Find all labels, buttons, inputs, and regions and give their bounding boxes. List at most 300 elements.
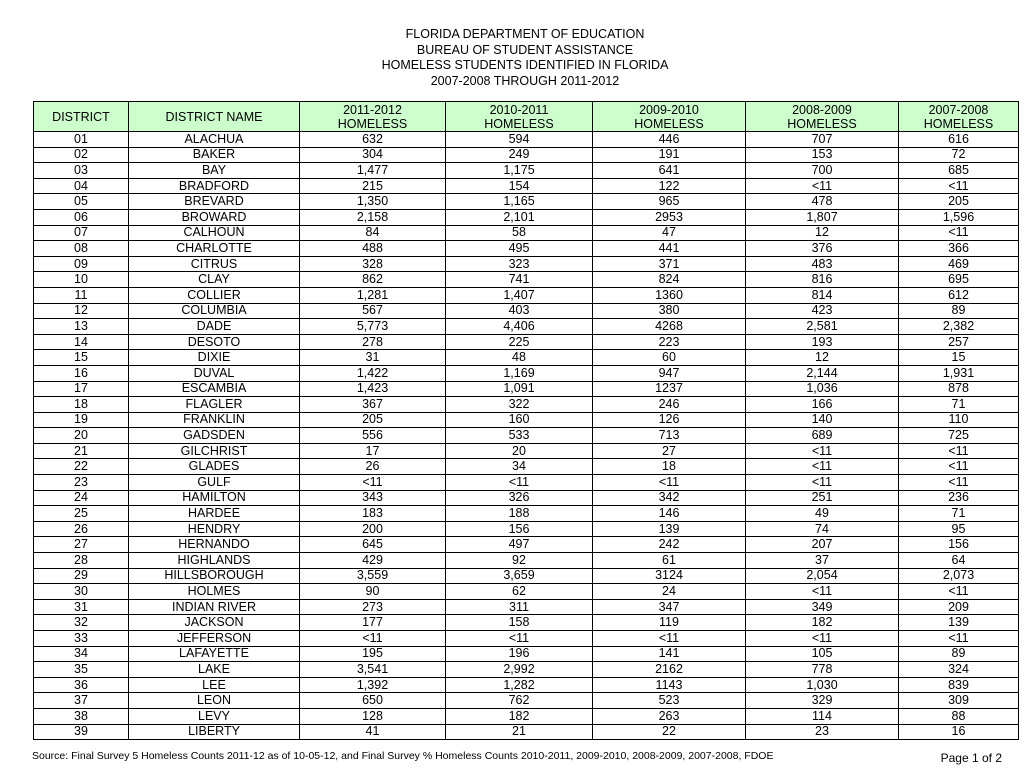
table-cell: 13 — [34, 319, 129, 335]
table-cell: GADSDEN — [129, 428, 300, 444]
table-cell: 34 — [446, 459, 593, 475]
table-cell: 122 — [593, 178, 746, 194]
table-cell: 2,054 — [746, 568, 899, 584]
table-row — [34, 693, 1019, 709]
table-cell: 05 — [34, 194, 129, 210]
table-cell: 478 — [746, 194, 899, 210]
table-cell: 322 — [446, 397, 593, 413]
table-cell: 92 — [446, 553, 593, 569]
table-row — [34, 225, 1019, 241]
table-cell: 236 — [899, 490, 1019, 506]
table-cell: 878 — [899, 381, 1019, 397]
table-cell: 177 — [300, 615, 446, 631]
column-header-line: 2007-2008 — [928, 102, 989, 117]
table-cell: 22 — [34, 459, 129, 475]
table-cell: 349 — [746, 599, 899, 615]
table-cell: 16 — [899, 724, 1019, 740]
table-cell: 209 — [899, 599, 1019, 615]
table-cell: 2,144 — [746, 365, 899, 381]
table-cell: 1360 — [593, 287, 746, 303]
column-header-line: DISTRICT — [52, 109, 110, 124]
table-cell: 2,101 — [446, 209, 593, 225]
table-cell: 25 — [34, 506, 129, 522]
table-row — [34, 194, 1019, 210]
table-cell: JACKSON — [129, 615, 300, 631]
table-cell: 36 — [34, 677, 129, 693]
table-cell: <11 — [899, 225, 1019, 241]
table-cell: 158 — [446, 615, 593, 631]
table-cell: 1,596 — [899, 209, 1019, 225]
table-cell: 205 — [300, 412, 446, 428]
column-header-line: DISTRICT NAME — [165, 109, 263, 124]
table-cell: 725 — [899, 428, 1019, 444]
table-cell: 371 — [593, 256, 746, 272]
table-cell: 15 — [34, 350, 129, 366]
table-cell: DUVAL — [129, 365, 300, 381]
table-cell: 18 — [34, 397, 129, 413]
table-cell: 20 — [34, 428, 129, 444]
table-cell: 31 — [34, 599, 129, 615]
column-header-line: HOMELESS — [787, 116, 857, 131]
table-cell: 182 — [746, 615, 899, 631]
table-cell: 429 — [300, 553, 446, 569]
table-cell: HARDEE — [129, 506, 300, 522]
table-cell: 4268 — [593, 319, 746, 335]
table-cell: CITRUS — [129, 256, 300, 272]
table-cell: 49 — [746, 506, 899, 522]
table-cell: 34 — [34, 646, 129, 662]
table-cell: 3,559 — [300, 568, 446, 584]
page-title — [0, 27, 1024, 89]
table-cell: 251 — [746, 490, 899, 506]
table-row — [34, 319, 1019, 335]
table-row — [34, 132, 1019, 148]
table-cell: 367 — [300, 397, 446, 413]
table-row — [34, 147, 1019, 163]
table-cell: 326 — [446, 490, 593, 506]
table-cell: DADE — [129, 319, 300, 335]
table-cell: LEON — [129, 693, 300, 709]
table-cell: 126 — [593, 412, 746, 428]
table-cell: 713 — [593, 428, 746, 444]
table-cell: 195 — [300, 646, 446, 662]
table-header — [34, 102, 1019, 132]
table-cell: 27 — [34, 537, 129, 553]
table-cell: 689 — [746, 428, 899, 444]
table-cell: 324 — [899, 662, 1019, 678]
column-header-line: 2008-2009 — [792, 102, 852, 117]
table-cell: 35 — [34, 662, 129, 678]
table-cell: 323 — [446, 256, 593, 272]
table-cell: 191 — [593, 147, 746, 163]
table-cell: <11 — [446, 475, 593, 491]
table-cell: FLAGLER — [129, 397, 300, 413]
column-header-line: 2009-2010 — [639, 102, 699, 117]
table-cell: 28 — [34, 553, 129, 569]
column-header-line: 2010-2011 — [489, 102, 549, 117]
table-cell: 156 — [899, 537, 1019, 553]
table-cell: 207 — [746, 537, 899, 553]
table-row — [34, 584, 1019, 600]
table-cell: 10 — [34, 272, 129, 288]
table-row — [34, 334, 1019, 350]
table-row — [34, 241, 1019, 257]
table-cell: ALACHUA — [129, 132, 300, 148]
table-cell: 71 — [899, 397, 1019, 413]
table-cell: 146 — [593, 506, 746, 522]
table-cell: 488 — [300, 241, 446, 257]
table-cell: 38 — [34, 708, 129, 724]
table-cell: JEFFERSON — [129, 631, 300, 647]
table-cell: 17 — [300, 443, 446, 459]
table-cell: 824 — [593, 272, 746, 288]
title-line: HOMELESS STUDENTS IDENTIFIED IN FLORIDA — [381, 58, 669, 72]
table-cell: 1,175 — [446, 163, 593, 179]
table-cell: <11 — [746, 475, 899, 491]
table-cell: 2,073 — [899, 568, 1019, 584]
table-cell: 556 — [300, 428, 446, 444]
table-cell: GULF — [129, 475, 300, 491]
table-cell: 242 — [593, 537, 746, 553]
table-cell: 1,807 — [746, 209, 899, 225]
table-cell: 2,992 — [446, 662, 593, 678]
table-cell: HERNANDO — [129, 537, 300, 553]
table-cell: 15 — [899, 350, 1019, 366]
table-cell: <11 — [746, 443, 899, 459]
table-cell: <11 — [899, 475, 1019, 491]
table-cell: 200 — [300, 521, 446, 537]
table-cell: 17 — [34, 381, 129, 397]
table-cell: 11 — [34, 287, 129, 303]
table-cell: 3,541 — [300, 662, 446, 678]
table-cell: 60 — [593, 350, 746, 366]
table-cell: 37 — [34, 693, 129, 709]
table-cell: 41 — [300, 724, 446, 740]
table-cell: 47 — [593, 225, 746, 241]
table-cell: 21 — [34, 443, 129, 459]
table-cell: 533 — [446, 428, 593, 444]
table-cell: 304 — [300, 147, 446, 163]
table-cell: 947 — [593, 365, 746, 381]
table-cell: LEE — [129, 677, 300, 693]
table-row — [34, 365, 1019, 381]
table-cell: 62 — [446, 584, 593, 600]
table-cell: 183 — [300, 506, 446, 522]
table-cell: 128 — [300, 708, 446, 724]
table-cell: 329 — [746, 693, 899, 709]
table-cell: GLADES — [129, 459, 300, 475]
table-cell: 762 — [446, 693, 593, 709]
table-cell: 612 — [899, 287, 1019, 303]
table-cell: 2,382 — [899, 319, 1019, 335]
table-cell: 707 — [746, 132, 899, 148]
table-cell: 182 — [446, 708, 593, 724]
table-cell: 196 — [446, 646, 593, 662]
table-row — [34, 724, 1019, 740]
table-cell: 403 — [446, 303, 593, 319]
table-cell: 09 — [34, 256, 129, 272]
table-cell: 366 — [899, 241, 1019, 257]
table-cell: 12 — [746, 225, 899, 241]
table-body — [34, 132, 1019, 740]
table-cell: 1237 — [593, 381, 746, 397]
table-cell: <11 — [899, 631, 1019, 647]
table-cell: 89 — [899, 646, 1019, 662]
table-cell: 89 — [899, 303, 1019, 319]
table-cell: CALHOUN — [129, 225, 300, 241]
table-cell: 31 — [300, 350, 446, 366]
column-header-line: HOMELESS — [634, 116, 704, 131]
table-cell: 1143 — [593, 677, 746, 693]
table-cell: 594 — [446, 132, 593, 148]
column-header — [34, 102, 129, 132]
table-cell: 139 — [593, 521, 746, 537]
table-row — [34, 662, 1019, 678]
table-cell: 278 — [300, 334, 446, 350]
title-line: FLORIDA DEPARTMENT OF EDUCATION — [405, 27, 645, 41]
table-cell: 08 — [34, 241, 129, 257]
table-cell: 778 — [746, 662, 899, 678]
table-cell: HIGHLANDS — [129, 553, 300, 569]
table-cell: 641 — [593, 163, 746, 179]
table-cell: 1,282 — [446, 677, 593, 693]
table-cell: <11 — [746, 459, 899, 475]
table-cell: CHARLOTTE — [129, 241, 300, 257]
table-row — [34, 272, 1019, 288]
table-row — [34, 568, 1019, 584]
table-cell: 26 — [34, 521, 129, 537]
table-cell: 343 — [300, 490, 446, 506]
table-cell: 141 — [593, 646, 746, 662]
table-cell: 188 — [446, 506, 593, 522]
table-cell: 839 — [899, 677, 1019, 693]
header-row — [34, 102, 1019, 132]
table-cell: 814 — [746, 287, 899, 303]
table-row — [34, 615, 1019, 631]
table-cell: 2162 — [593, 662, 746, 678]
table-cell: BAKER — [129, 147, 300, 163]
table-cell: 616 — [899, 132, 1019, 148]
table-cell: 328 — [300, 256, 446, 272]
table-cell: <11 — [746, 631, 899, 647]
table-cell: 246 — [593, 397, 746, 413]
table-cell: 114 — [746, 708, 899, 724]
table-cell: 140 — [746, 412, 899, 428]
table-cell: <11 — [300, 475, 446, 491]
table-row — [34, 537, 1019, 553]
table-cell: <11 — [593, 475, 746, 491]
table-cell: 23 — [746, 724, 899, 740]
table-cell: 3,659 — [446, 568, 593, 584]
table-row — [34, 708, 1019, 724]
table-cell: 30 — [34, 584, 129, 600]
table-cell: 1,392 — [300, 677, 446, 693]
table-row — [34, 553, 1019, 569]
table-cell: HOLMES — [129, 584, 300, 600]
table-cell: 88 — [899, 708, 1019, 724]
table-cell: <11 — [899, 443, 1019, 459]
table-cell: 645 — [300, 537, 446, 553]
column-header — [300, 102, 446, 132]
table-cell: 1,422 — [300, 365, 446, 381]
table-cell: GILCHRIST — [129, 443, 300, 459]
table-cell: 1,030 — [746, 677, 899, 693]
column-header — [593, 102, 746, 132]
table-row — [34, 631, 1019, 647]
table-cell: 39 — [34, 724, 129, 740]
table-cell: 700 — [746, 163, 899, 179]
page-number: Page 1 of 2 — [940, 751, 1002, 765]
table-cell: 2953 — [593, 209, 746, 225]
table-cell: 166 — [746, 397, 899, 413]
table-cell: 1,281 — [300, 287, 446, 303]
table-cell: 61 — [593, 553, 746, 569]
column-header-line: HOMELESS — [484, 116, 554, 131]
table-row — [34, 381, 1019, 397]
table-row — [34, 443, 1019, 459]
table-cell: 225 — [446, 334, 593, 350]
table-cell: 32 — [34, 615, 129, 631]
table-row — [34, 303, 1019, 319]
table-cell: <11 — [300, 631, 446, 647]
table-cell: COLUMBIA — [129, 303, 300, 319]
table-cell: 2,158 — [300, 209, 446, 225]
table-cell: 95 — [899, 521, 1019, 537]
table-row — [34, 256, 1019, 272]
table-cell: 1,091 — [446, 381, 593, 397]
table-cell: 5,773 — [300, 319, 446, 335]
table-cell: HENDRY — [129, 521, 300, 537]
table-cell: 263 — [593, 708, 746, 724]
table-cell: 309 — [899, 693, 1019, 709]
table-cell: 04 — [34, 178, 129, 194]
table-cell: LAKE — [129, 662, 300, 678]
table-cell: 741 — [446, 272, 593, 288]
table-cell: 2,581 — [746, 319, 899, 335]
table-cell: 1,931 — [899, 365, 1019, 381]
table-cell: <11 — [446, 631, 593, 647]
table-row — [34, 209, 1019, 225]
table-cell: 12 — [746, 350, 899, 366]
table-cell: 20 — [446, 443, 593, 459]
table-row — [34, 677, 1019, 693]
table-row — [34, 521, 1019, 537]
table-cell: 119 — [593, 615, 746, 631]
title-line: 2007-2008 THROUGH 2011-2012 — [430, 73, 620, 88]
table-row — [34, 350, 1019, 366]
table-cell: <11 — [593, 631, 746, 647]
table-row — [34, 475, 1019, 491]
table-cell: 160 — [446, 412, 593, 428]
table-cell: 205 — [899, 194, 1019, 210]
table-cell: 74 — [746, 521, 899, 537]
table-cell: 497 — [446, 537, 593, 553]
table-cell: BAY — [129, 163, 300, 179]
column-header-line: 2011-2012 — [343, 102, 402, 117]
table-cell: 1,477 — [300, 163, 446, 179]
table-cell: 71 — [899, 506, 1019, 522]
table-cell: 380 — [593, 303, 746, 319]
table-cell: HILLSBOROUGH — [129, 568, 300, 584]
table-cell: 58 — [446, 225, 593, 241]
table-cell: 21 — [446, 724, 593, 740]
table-row — [34, 646, 1019, 662]
table-cell: 22 — [593, 724, 746, 740]
table-cell: <11 — [899, 178, 1019, 194]
table-cell: 1,350 — [300, 194, 446, 210]
table-cell: 154 — [446, 178, 593, 194]
table-cell: DIXIE — [129, 350, 300, 366]
column-header — [446, 102, 593, 132]
table-cell: HAMILTON — [129, 490, 300, 506]
table-cell: 347 — [593, 599, 746, 615]
column-header-line: HOMELESS — [337, 116, 408, 131]
table-cell: 90 — [300, 584, 446, 600]
table-cell: 249 — [446, 147, 593, 163]
table-cell: 862 — [300, 272, 446, 288]
column-header-line: HOMELESS — [923, 116, 994, 131]
table-cell: 567 — [300, 303, 446, 319]
table-cell: 469 — [899, 256, 1019, 272]
table-cell: 441 — [593, 241, 746, 257]
table-cell: 223 — [593, 334, 746, 350]
table-cell: 01 — [34, 132, 129, 148]
table-cell: 105 — [746, 646, 899, 662]
title-line: BUREAU OF STUDENT ASSISTANCE — [416, 42, 634, 57]
table-cell: DESOTO — [129, 334, 300, 350]
table-cell: 1,036 — [746, 381, 899, 397]
table-cell: 342 — [593, 490, 746, 506]
column-header — [746, 102, 899, 132]
table-cell: 18 — [593, 459, 746, 475]
table-cell: 33 — [34, 631, 129, 647]
table-cell: 03 — [34, 163, 129, 179]
table-row — [34, 178, 1019, 194]
table-cell: 523 — [593, 693, 746, 709]
table-row — [34, 428, 1019, 444]
table-cell: 27 — [593, 443, 746, 459]
table-cell: 110 — [899, 412, 1019, 428]
table-cell: 153 — [746, 147, 899, 163]
table-cell: 1,169 — [446, 365, 593, 381]
table-cell: 446 — [593, 132, 746, 148]
table-cell: 816 — [746, 272, 899, 288]
table-cell: 311 — [446, 599, 593, 615]
table-cell: 48 — [446, 350, 593, 366]
table-row — [34, 412, 1019, 428]
table-cell: LAFAYETTE — [129, 646, 300, 662]
table-cell: FRANKLIN — [129, 412, 300, 428]
table-cell: BRADFORD — [129, 178, 300, 194]
table-cell: BROWARD — [129, 209, 300, 225]
table-cell: 29 — [34, 568, 129, 584]
table-cell: 19 — [34, 412, 129, 428]
table-cell: ESCAMBIA — [129, 381, 300, 397]
table-cell: 965 — [593, 194, 746, 210]
table-row — [34, 599, 1019, 615]
table-cell: INDIAN RIVER — [129, 599, 300, 615]
table-cell: 1,423 — [300, 381, 446, 397]
table-row — [34, 490, 1019, 506]
table-cell: <11 — [899, 459, 1019, 475]
table-cell: 3124 — [593, 568, 746, 584]
table-cell: 24 — [34, 490, 129, 506]
table-cell: 07 — [34, 225, 129, 241]
table-cell: 64 — [899, 553, 1019, 569]
table-cell: 376 — [746, 241, 899, 257]
table-cell: 139 — [899, 615, 1019, 631]
table-cell: 14 — [34, 334, 129, 350]
